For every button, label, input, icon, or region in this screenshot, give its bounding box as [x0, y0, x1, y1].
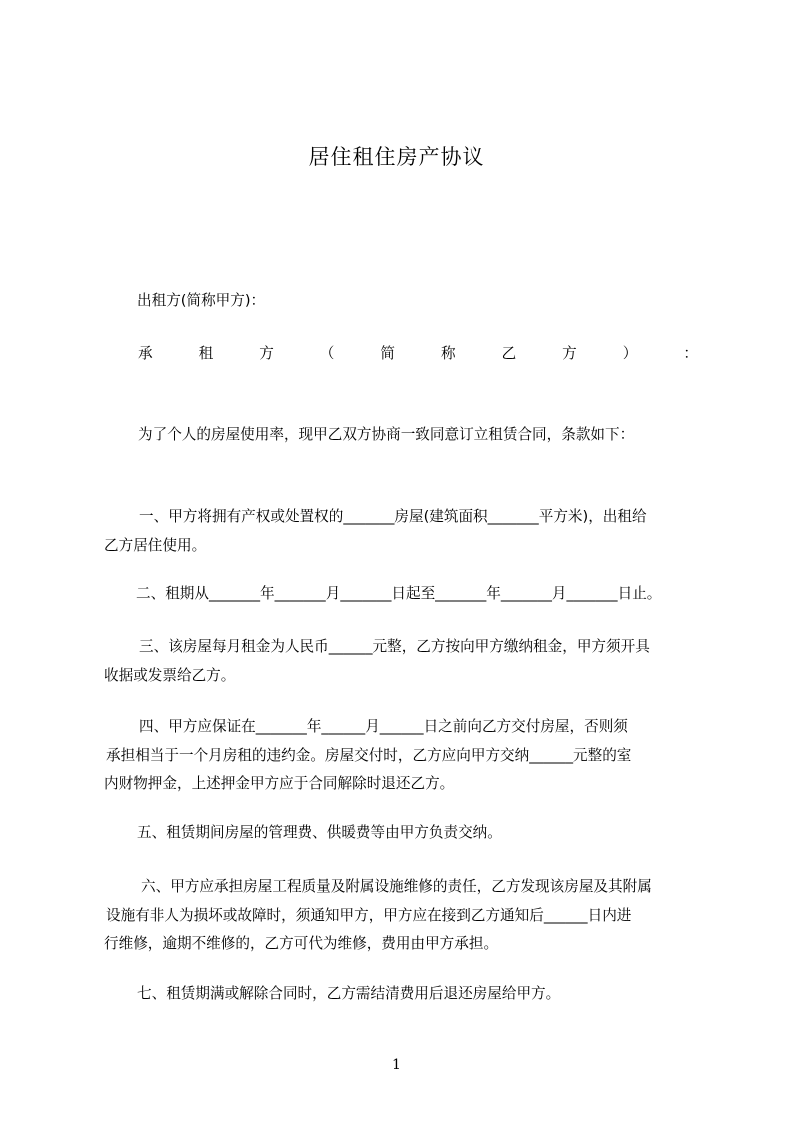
clause-2	[104, 580, 704, 609]
clause-5	[104, 819, 704, 848]
document-title: 居住租住房产协议	[308, 145, 485, 169]
clause-line: 一、甲方将拥有产权或处置权的_______房屋(建筑面积_______平方米)，出租给	[139, 508, 647, 525]
lessor-label: 出租方(简称甲方)：	[137, 292, 266, 309]
clause-4	[104, 713, 704, 799]
lessee-char: 简	[380, 345, 395, 362]
clause-line: 设施有非人为损坏或故障时，须通知甲方，甲方应在接到乙方通知后______日内进	[106, 906, 632, 924]
clause-line: 三、该房屋每月租金为人民币______元整，乙方按向甲方缴纳租金，甲方须开具	[139, 638, 650, 655]
intro-paragraph: 为了个人的房屋使用率，现甲乙双方协商一致同意订立租赁合同，条款如下：	[138, 426, 635, 443]
clause-line: 二、租期从_______年_______月_______日起至_______年_______月_______日止。	[136, 585, 662, 602]
clause-3	[104, 633, 704, 690]
lessee-label	[138, 344, 698, 364]
lessee-char: 方	[562, 345, 577, 362]
clause-line: 内财物押金，上述押金甲方应于合同解除时退还乙方。	[104, 775, 455, 792]
lessee-char: 称	[440, 345, 456, 362]
clause-line: 乙方居住使用。	[104, 536, 207, 554]
lessee-char: ：	[683, 345, 698, 362]
clause-line: 五、租赁期间房屋的管理费、供暖费等由甲方负责交纳。	[137, 824, 502, 841]
clause-line: 七、租赁期满或解除合同时，乙方需结清费用后退还房屋给甲方。	[137, 985, 561, 1002]
clause-line: 承担相当于一个月房租的违约金。房屋交付时，乙方应向甲方交纳______元整的室	[106, 746, 632, 764]
clause-line: 收据或发票给乙方。	[104, 666, 236, 684]
clause-line: 六、甲方应承担房屋工程质量及附属设施维修的责任，乙方发现该房屋及其附属	[141, 878, 652, 895]
lessee-char: 乙	[501, 345, 517, 362]
clause-line: 四、甲方应保证在_______年______月______日之前向乙方交付房屋，否则须	[139, 718, 628, 735]
clause-1	[104, 503, 704, 560]
lessee-char: 承	[138, 345, 153, 362]
lessee-char: ）	[622, 345, 638, 362]
page-number: 1	[392, 1057, 401, 1073]
clause-6	[104, 873, 704, 959]
lessee-char: （	[319, 345, 335, 362]
lessee-char: 方	[259, 345, 274, 362]
clause-7	[104, 980, 704, 1009]
lessee-char: 租	[198, 345, 214, 362]
clause-line: 行维修，逾期不维修的，乙方可代为维修，费用由甲方承担。	[104, 935, 499, 952]
